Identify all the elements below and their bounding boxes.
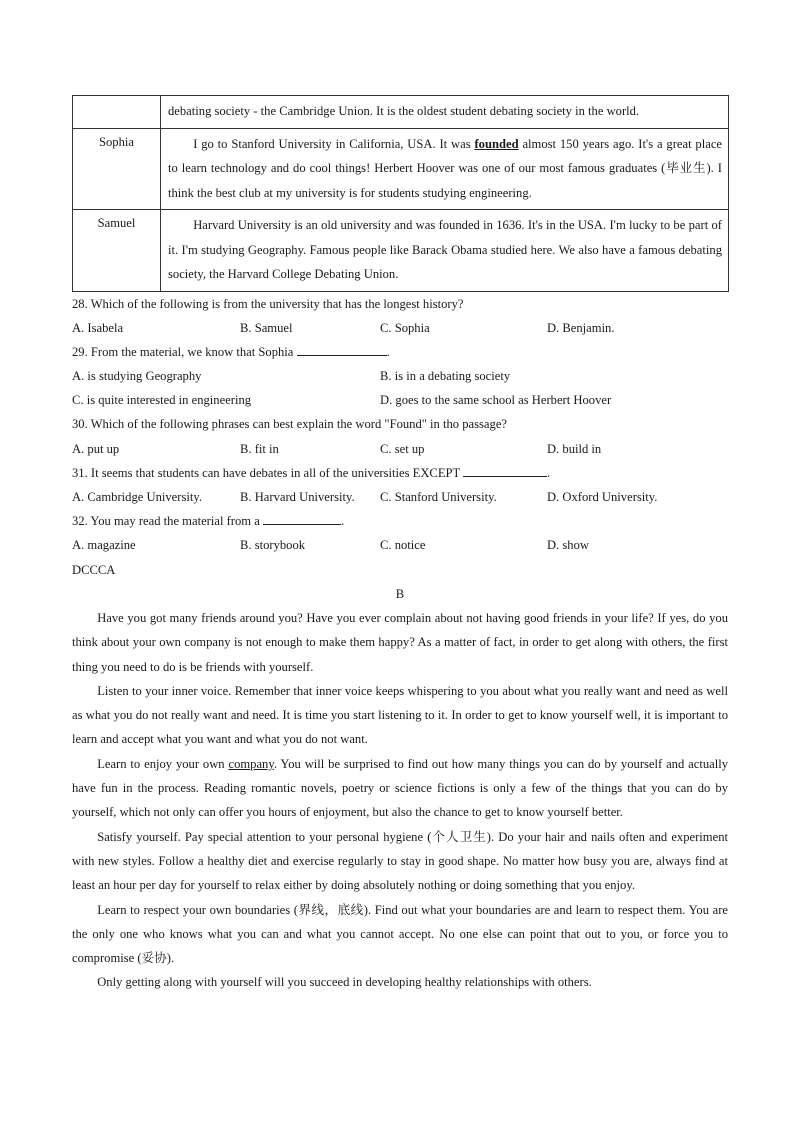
option: D. goes to the same school as Herbert Hoover (380, 393, 612, 408)
option: D. Oxford University. (547, 490, 658, 504)
text-segment: almost 150 years ago. It's a great place to learn technology and do cool things! Herbert Hoover was one of our most famous graduates (毕业生). I think the best club at my university is for students studying engineering. (168, 136, 722, 200)
option: B. storybook (240, 538, 306, 553)
paragraph: Learn to enjoy your own company. You will be surprised to find out how many things you can do by yourself and actually have fun in the process. Reading romantic novels, poetry or science fictions is only a few of the things that you can do by yourself, which not only can offer you hours of enjoyment, but also the chance to get to know yourself better. (72, 756, 728, 820)
row-text: Harvard University is an old university and was founded in 1636. It's in the USA. I'm lucky to be part of it. I'm studying Geography. Famous people like Barack Obama studied here. We also have a famous debating society, the Harvard College Debating Union. (161, 210, 729, 292)
option: B. Samuel (240, 320, 293, 335)
answer-blank (463, 461, 547, 477)
paragraph: Listen to your inner voice. Remember that inner voice keeps whispering to you about what you really want and need as well as what you do not really want and need. It is time you start listening to it. In order to get to know yourself well, it is important to learn and accept what you want and what you do not want. (72, 683, 728, 747)
option-row (72, 437, 728, 461)
option: A. Isabela (72, 320, 124, 335)
option: B. is in a debating society (380, 369, 511, 384)
answer-blank (297, 340, 387, 356)
option: D. build in (547, 441, 602, 456)
option: D. show (547, 538, 589, 553)
question-stem: 32. You may read the material from a . (72, 509, 728, 533)
option: A. Cambridge University. (72, 490, 202, 504)
paragraph: Only getting along with yourself will you succeed in developing healthy relationships with others. (97, 975, 592, 990)
section-heading: B (395, 586, 405, 601)
option-row (72, 316, 728, 340)
option: B. Harvard University. (240, 490, 355, 504)
question-stem: 29. From the material, we know that Sophia . (72, 340, 728, 364)
row-text: debating society - the Cambridge Union. It is the oldest student debating society in the world. (161, 96, 729, 129)
option: A. magazine (72, 538, 136, 553)
table-row (73, 210, 729, 292)
answer-blank (263, 509, 341, 525)
founded-word: founded (474, 136, 519, 151)
row-name: Samuel (73, 210, 161, 292)
option: C. is quite interested in engineering (72, 393, 252, 408)
option: C. notice (380, 538, 426, 553)
option-row (72, 533, 728, 557)
answer-key: DCCCA (72, 562, 116, 577)
page (72, 95, 728, 995)
paragraph: Have you got many friends around you? Have you ever complain about not having good friends in your life? If yes, do you think about your own company is not enough to make them happy? As a matter of fact, in order to get along with others, the first thing you need to do is be friends with yourself. (72, 610, 728, 674)
question-stem: 30. Which of the following phrases can best explain the word "Found" in tho passage? (72, 417, 507, 432)
table-row (73, 128, 729, 210)
row-name (73, 96, 161, 129)
option: C. Sophia (380, 320, 430, 335)
option-row (72, 364, 728, 388)
option: C. Stanford University. (380, 490, 497, 504)
question-stem: 28. Which of the following is from the university that has the longest history? (72, 296, 464, 311)
option: B. fit in (240, 441, 279, 456)
row-name: Sophia (73, 128, 161, 210)
questions (72, 292, 728, 582)
underlined-word: company (228, 756, 274, 771)
paragraph: Learn to respect your own boundaries (界线，底线). Find out what your boundaries are and learn to respect them. You are the only one who knows what you can and what you cannot accept. No one else can point that out to you, or force you to compromise (妥协). (72, 902, 728, 966)
option: D. Benjamin. (547, 320, 615, 335)
section-b (72, 582, 728, 995)
option: C. set up (380, 441, 425, 456)
option: A. put up (72, 441, 120, 456)
option-row (72, 485, 728, 509)
table-row (73, 96, 729, 129)
paragraph: Satisfy yourself. Pay special attention to your personal hygiene (个人卫生). Do your hair and nails often and experiment with new styles. Follow a healthy diet and exercise regularly to stay in good shape. No matter how busy you are, always find at least an hour per day for yourself to relax either by doing absolutely nothing or doing something that you enjoy. (72, 829, 728, 893)
option: A. is studying Geography (72, 369, 202, 384)
text-segment: I go to Stanford University in California, USA. It was (193, 136, 475, 151)
university-table (72, 95, 729, 292)
question-stem: 31. It seems that students can have debates in all of the universities EXCEPT . (72, 461, 728, 485)
option-row (72, 388, 728, 412)
row-text (161, 128, 729, 210)
